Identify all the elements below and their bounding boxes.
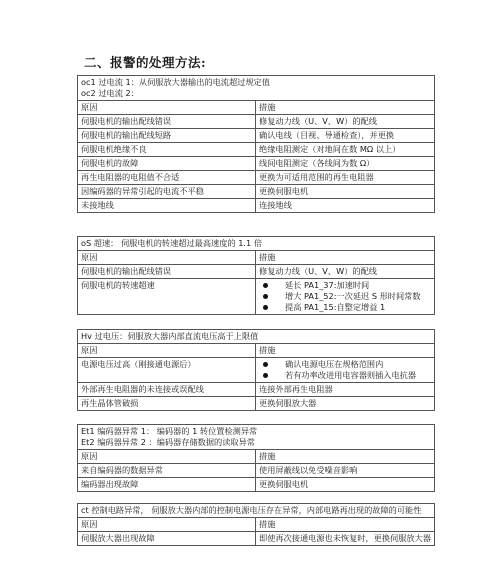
- reason-cell: 未接地线: [78, 199, 256, 213]
- measure-header: 措施: [256, 101, 435, 115]
- reason-cell: 伺服电机的输出配线短路: [78, 129, 256, 143]
- measure-cell: 更换伺服电机: [256, 185, 435, 199]
- measure-header: 措施: [256, 518, 435, 532]
- table-head-row: [78, 330, 435, 344]
- measure-cell: 连接外部再生电阻器: [256, 383, 435, 397]
- table-row: [78, 478, 435, 492]
- reason-cell: 伺服电机的输出配线错误: [78, 115, 256, 129]
- reason-cell: 再生电阻器的电阻值不合适: [78, 171, 256, 185]
- table-row: [78, 279, 435, 315]
- alarm-title: Et2 编码器异常 2 ：编码器存储数据的读取异常: [81, 437, 255, 447]
- table-head: [78, 425, 435, 450]
- measure-header: 措施: [256, 251, 435, 265]
- table-row: [78, 383, 435, 397]
- table-head: [78, 76, 435, 101]
- table-head-row: [78, 425, 435, 450]
- alarm-table-oc: [77, 75, 435, 213]
- reason-header: 原因: [78, 518, 256, 532]
- measure-header: 措施: [256, 450, 435, 464]
- table-row: [78, 358, 435, 383]
- reason-header: 原因: [78, 344, 256, 358]
- alarm-title: Et1 编码器异常 1： 编码器的 1 转位置检测异常: [81, 426, 258, 436]
- table-row: [78, 397, 435, 411]
- reason-cell: 伺服电机的输出配线错误: [78, 265, 256, 279]
- table-row: [78, 171, 435, 185]
- table-row: [78, 185, 435, 199]
- alarm-title: oS 超速： 伺服电机的转速超过最高速度的 1.1 倍: [78, 237, 435, 251]
- reason-cell: 伺服电机的故障: [78, 157, 256, 171]
- column-header-row: [78, 450, 435, 464]
- reason-cell: 电源电压过高（刚接通电源后）: [78, 358, 256, 383]
- measure-cell: 即使再次接通电源也未恢复时，更换伺服放大器: [256, 532, 435, 546]
- alarm-title: oc1 过电流 1：从伺服放大器输出的电流超过规定值: [81, 77, 270, 87]
- column-header-row: [78, 251, 435, 265]
- column-header-row: [78, 101, 435, 115]
- table-row: [78, 115, 435, 129]
- measure-cell: 确认电线（目视、导通检查），并更换: [256, 129, 435, 143]
- table-row: [78, 199, 435, 213]
- bullet-item: 提高 PA1_15:自整定增益 1: [259, 302, 431, 313]
- table-head-row: [78, 504, 435, 518]
- reason-header: 原因: [78, 251, 256, 265]
- bullet-item: 确认电源电压在规格范围内: [259, 359, 431, 370]
- table-row: [78, 265, 435, 279]
- reason-cell: 编码器出现故障: [78, 478, 256, 492]
- alarm-title: ct 控制电路异常， 伺服放大器内部的控制电源电压存在异常，内部电路再出现的故障的可能性: [78, 504, 435, 518]
- alarm-table-ct: [77, 503, 435, 546]
- alarm-title: Hv 过电压：伺服放大器内部直流电压高于上限值: [78, 330, 435, 344]
- table-head-row: [78, 76, 435, 101]
- alarm-table-et: [77, 424, 435, 492]
- column-header-row: [78, 344, 435, 358]
- alarm-table-hv: [77, 329, 435, 411]
- reason-cell: 伺服电机的转速超速: [78, 279, 256, 315]
- reason-cell: 外部再生电阻器的未连接或误配线: [78, 383, 256, 397]
- measure-header: 措施: [256, 344, 435, 358]
- bullet-item: 增大 PA1_52:一次延迟 S 形时间常数: [259, 291, 431, 302]
- alarm-table-os: [77, 236, 435, 315]
- measure-cell: 使用屏蔽线以免受噪音影响: [256, 464, 435, 478]
- table-row: [78, 532, 435, 546]
- table-row: [78, 129, 435, 143]
- reason-cell: 伺服放大器出现故障: [78, 532, 256, 546]
- table-row: [78, 143, 435, 157]
- measure-cell: 绝缘电阻测定（对地间在数 MΩ 以上）: [256, 143, 435, 157]
- measure-cell: [256, 279, 435, 315]
- reason-cell: 再生晶体管破损: [78, 397, 256, 411]
- reason-header: 原因: [78, 450, 256, 464]
- bullet-item: 延长 PA1_37:加速时间: [259, 280, 431, 291]
- reason-header: 原因: [78, 101, 256, 115]
- reason-cell: 伺服电机绝缘不良: [78, 143, 256, 157]
- measure-cell: 修复动力线（U、V、W）的配线: [256, 265, 435, 279]
- measure-cell: [256, 358, 435, 383]
- reason-cell: 来自编码器的数据异常: [78, 464, 256, 478]
- measure-cell: 更换伺服电机: [256, 478, 435, 492]
- bullet-item: 若有功率改进用电容器则插入电抗器: [259, 370, 431, 381]
- section-title: 二、报警的处理方法:: [84, 55, 207, 70]
- measure-cell: 连接地线: [256, 199, 435, 213]
- table-row: [78, 464, 435, 478]
- table-head-row: [78, 237, 435, 251]
- measure-cell: 更换为可适用范围的再生电阻器: [256, 171, 435, 185]
- alarm-title: oc2 过电流 2：: [81, 88, 139, 98]
- measure-cell: 修复动力线（U、V、W）的配线: [256, 115, 435, 129]
- measure-cell: 线间电阻测定（各线间为数 Ω）: [256, 157, 435, 171]
- column-header-row: [78, 518, 435, 532]
- measure-cell: 更换伺服放大器: [256, 397, 435, 411]
- reason-cell: 因编码器的异常引起的电流不平稳: [78, 185, 256, 199]
- table-row: [78, 157, 435, 171]
